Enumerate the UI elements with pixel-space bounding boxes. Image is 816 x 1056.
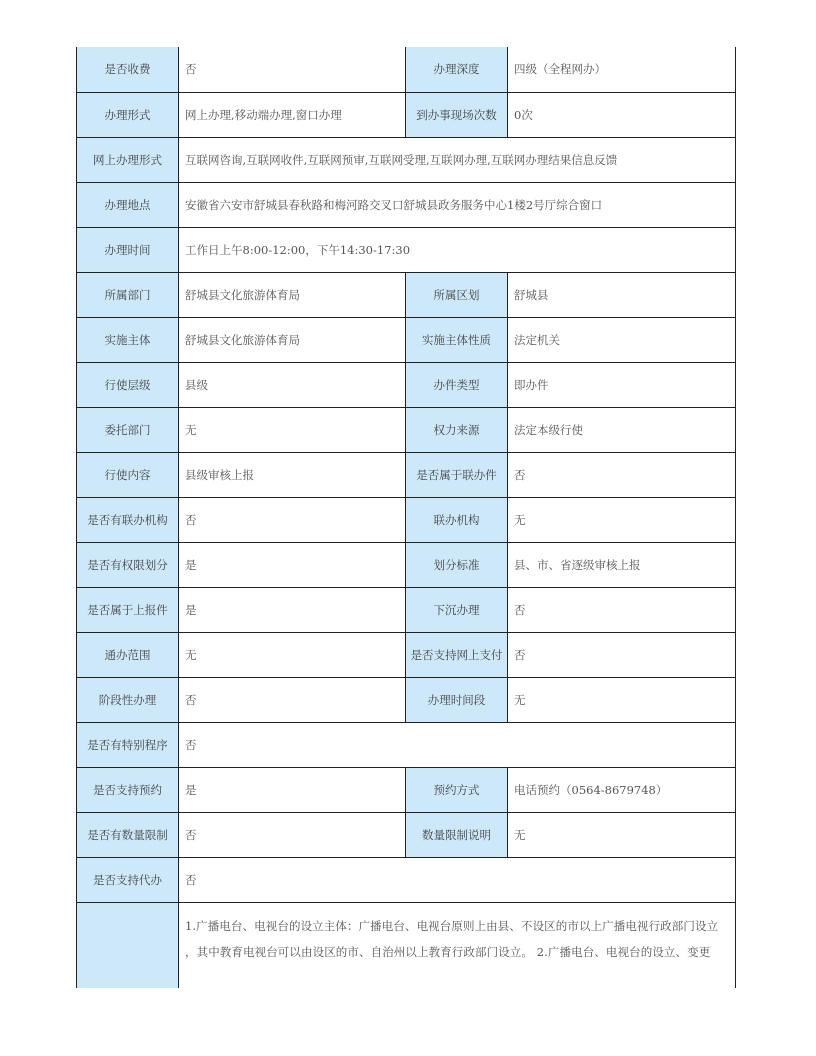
- info-row: [77, 362, 736, 407]
- field-value: 舒城县文化旅游体育局: [179, 272, 406, 317]
- field-label: 数量限制说明: [406, 812, 508, 857]
- field-value: 电话预约（0564-8679748）: [508, 767, 736, 812]
- field-value: 否: [179, 722, 736, 767]
- field-label: 是否支持代办: [77, 857, 179, 902]
- field-label: 办件类型: [406, 362, 508, 407]
- field-label: 预约方式: [406, 767, 508, 812]
- field-value: 即办件: [508, 362, 736, 407]
- field-label: 是否收费: [77, 47, 179, 92]
- field-value: 是: [179, 767, 406, 812]
- info-row: [77, 812, 736, 857]
- field-value: 网上办理,移动端办理,窗口办理: [179, 92, 406, 137]
- field-label: 阶段性办理: [77, 677, 179, 722]
- field-value: 无: [179, 407, 406, 452]
- field-label: 是否有数量限制: [77, 812, 179, 857]
- info-row: [77, 677, 736, 722]
- field-label: 下沉办理: [406, 587, 508, 632]
- field-value: 工作日上午8:00-12:00，下午14:30-17:30: [179, 227, 736, 272]
- info-row: [77, 317, 736, 362]
- info-row: [77, 452, 736, 497]
- field-value: 安徽省六安市舒城县春秋路和梅河路交叉口舒城县政务服务中心1楼2号厅综合窗口: [179, 182, 736, 227]
- field-label: 办理地点: [77, 182, 179, 227]
- info-row: [77, 632, 736, 677]
- field-label: 是否支持预约: [77, 767, 179, 812]
- field-value: 否: [179, 497, 406, 542]
- text-line: 1.广播电台、电视台的设立主体：广播电台、电视台原则上由县、不设区的市以上广播电视行政部门设立: [185, 918, 719, 933]
- field-value: 0次: [508, 92, 736, 137]
- field-label: 所属部门: [77, 272, 179, 317]
- field-label: 办理时间: [77, 227, 179, 272]
- info-row: [77, 137, 736, 182]
- text-line: ，其中教育电视台可以由设区的市、自治州以上教育行政部门设立。 2.广播电台、电视台的设立、变更: [185, 944, 711, 959]
- field-label: 行使内容: [77, 452, 179, 497]
- field-value: 四级（全程网办）: [508, 47, 736, 92]
- field-label: 联办机构: [406, 497, 508, 542]
- field-value: 县、市、省逐级审核上报: [508, 542, 736, 587]
- field-value: 否: [179, 47, 406, 92]
- info-row: [77, 722, 736, 767]
- field-value: 互联网咨询,互联网收件,互联网预审,互联网受理,互联网办理,互联网办理结果信息反馈: [179, 137, 736, 182]
- field-value: 无: [179, 632, 406, 677]
- field-label: 网上办理形式: [77, 137, 179, 182]
- info-row: [77, 542, 736, 587]
- service-info-body: [77, 47, 736, 988]
- info-row: [77, 272, 736, 317]
- info-row: [77, 407, 736, 452]
- field-label: 到办事现场次数: [406, 92, 508, 137]
- info-row: [77, 587, 736, 632]
- field-label: [77, 902, 179, 988]
- field-label: 是否属于联办件: [406, 452, 508, 497]
- info-row: [77, 497, 736, 542]
- field-label: 实施主体性质: [406, 317, 508, 362]
- info-row: [77, 92, 736, 137]
- field-value: 否: [179, 812, 406, 857]
- field-value: 无: [508, 497, 736, 542]
- info-row: [77, 47, 736, 92]
- field-value: 是: [179, 587, 406, 632]
- field-value: 否: [508, 632, 736, 677]
- service-info-table: [76, 47, 736, 988]
- field-value: 法定机关: [508, 317, 736, 362]
- field-value: 舒城县文化旅游体育局: [179, 317, 406, 362]
- field-label: 是否有权限划分: [77, 542, 179, 587]
- field-label: 通办范围: [77, 632, 179, 677]
- info-row: [77, 857, 736, 902]
- field-value: 否: [179, 677, 406, 722]
- field-label: 是否支持网上支付: [406, 632, 508, 677]
- field-label: 权力来源: [406, 407, 508, 452]
- field-label: 是否属于上报件: [77, 587, 179, 632]
- field-label: 委托部门: [77, 407, 179, 452]
- field-value: 县级审核上报: [179, 452, 406, 497]
- field-value: 无: [508, 812, 736, 857]
- field-value: 县级: [179, 362, 406, 407]
- info-row-basis: [77, 902, 736, 988]
- field-value: 否: [508, 452, 736, 497]
- field-value: 否: [179, 857, 736, 902]
- field-value: 法定本级行使: [508, 407, 736, 452]
- field-value: 舒城县: [508, 272, 736, 317]
- field-label: 实施主体: [77, 317, 179, 362]
- field-label: 办理形式: [77, 92, 179, 137]
- field-value: 否: [508, 587, 736, 632]
- field-label: 是否有联办机构: [77, 497, 179, 542]
- field-label: 是否有特别程序: [77, 722, 179, 767]
- field-label: 划分标准: [406, 542, 508, 587]
- field-value-long: [179, 902, 736, 988]
- field-label: 所属区划: [406, 272, 508, 317]
- field-label: 办理深度: [406, 47, 508, 92]
- field-label: 行使层级: [77, 362, 179, 407]
- info-row: [77, 227, 736, 272]
- info-row: [77, 767, 736, 812]
- field-label: 办理时间段: [406, 677, 508, 722]
- field-value: 无: [508, 677, 736, 722]
- field-value: 是: [179, 542, 406, 587]
- info-row: [77, 182, 736, 227]
